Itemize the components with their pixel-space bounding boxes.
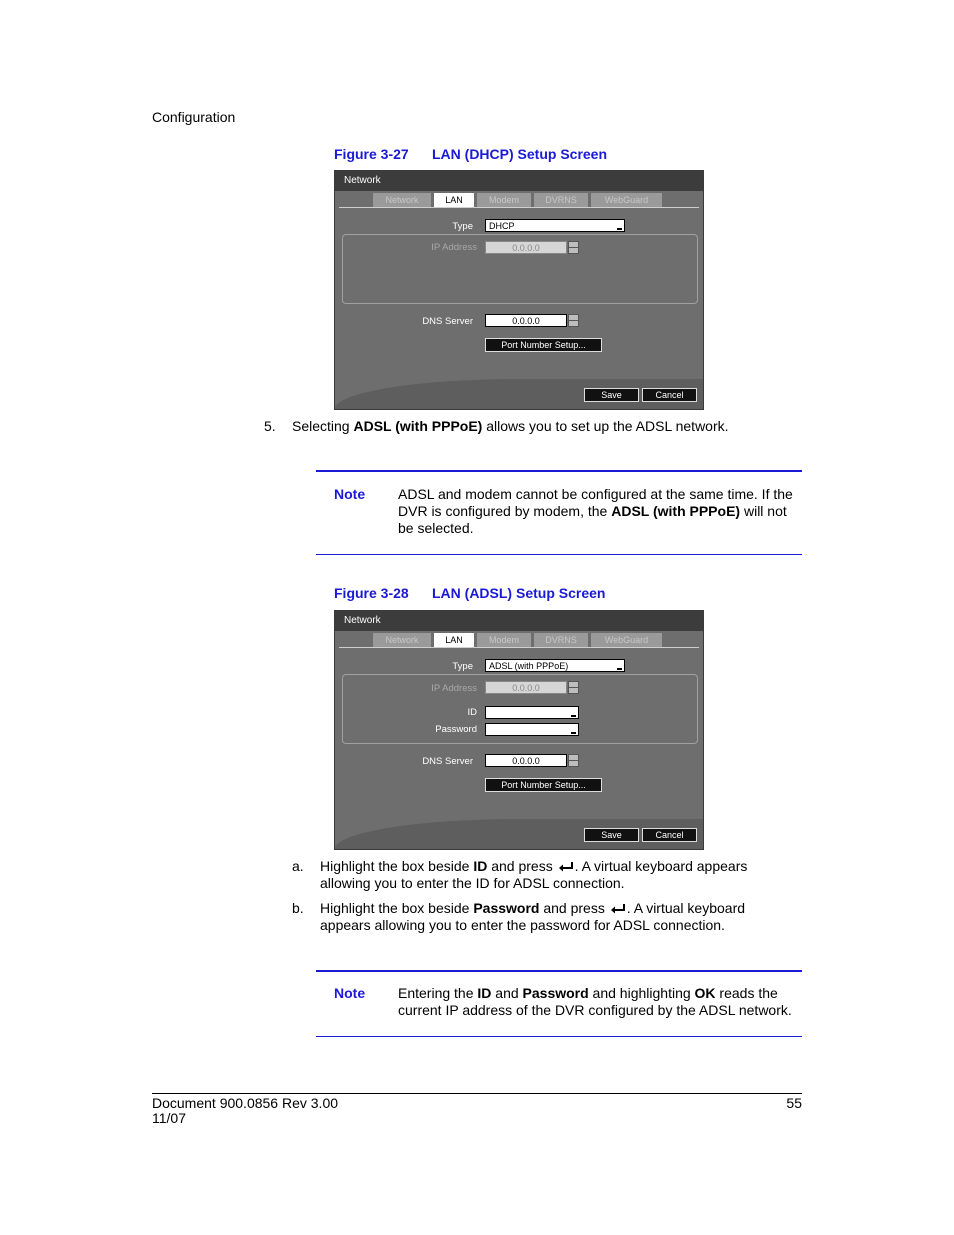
footer-rule: [152, 1093, 802, 1094]
keyboard-marker-icon: [571, 732, 576, 734]
enter-key-icon: [609, 902, 627, 916]
note-text: [398, 985, 802, 1019]
note-bold: ADSL (with PPPoE): [611, 503, 741, 519]
step-letter: b.: [292, 900, 304, 916]
tab-modem[interactable]: Modem: [477, 633, 531, 647]
ip-address-label: IP Address: [431, 242, 477, 253]
ip-address-label: IP Address: [431, 683, 477, 694]
password-label: Password: [435, 724, 477, 735]
note-label: Note: [334, 486, 366, 502]
tab-webguard[interactable]: WebGuard: [591, 633, 662, 647]
window-title: Network: [335, 611, 703, 631]
ip-address-field[interactable]: 0.0.0.0: [485, 681, 567, 694]
step-b-text: [320, 900, 780, 934]
step-5-text: [292, 418, 802, 435]
step-text: Highlight the box beside: [320, 858, 474, 874]
note-text-part: Entering the: [398, 985, 478, 1001]
figure-caption-number: Figure 3-28: [334, 585, 409, 601]
save-button[interactable]: Save: [584, 388, 639, 402]
lan-adsl-setup-screen: [334, 610, 704, 850]
step-letter: a.: [292, 858, 304, 874]
dns-server-field[interactable]: 0.0.0.0: [485, 314, 567, 327]
dns-server-field[interactable]: 0.0.0.0: [485, 754, 567, 767]
note-bold: ID: [477, 985, 492, 1001]
ip-address-spinner[interactable]: [568, 681, 579, 694]
type-value: DHCP: [489, 221, 515, 231]
note-top-rule: [316, 470, 802, 472]
save-button[interactable]: Save: [584, 828, 639, 842]
note-bold: Password: [522, 985, 589, 1001]
step-text: Highlight the box beside: [320, 900, 474, 916]
figure-caption-title: LAN (ADSL) Setup Screen: [432, 585, 606, 601]
step-text: and press: [539, 900, 609, 916]
password-field[interactable]: [485, 723, 579, 736]
dropdown-arrow-icon: [617, 228, 622, 230]
keyboard-marker-icon: [571, 715, 576, 717]
dns-server-label: DNS Server: [422, 756, 473, 767]
cancel-button[interactable]: Cancel: [642, 828, 697, 842]
running-header: Configuration: [152, 109, 236, 125]
tab-divider: [339, 647, 699, 648]
note-text-part: will not be selected.: [398, 503, 787, 536]
enter-key-icon: [557, 860, 575, 874]
lan-dhcp-setup-screen: [334, 170, 704, 410]
step-text: and press: [487, 858, 557, 874]
note-bottom-rule: [316, 554, 802, 555]
note-label: Note: [334, 985, 366, 1001]
step-a-text: [320, 858, 790, 892]
dns-server-label: DNS Server: [422, 316, 473, 327]
figure-caption-number: Figure 3-27: [334, 146, 409, 162]
cancel-button[interactable]: Cancel: [642, 388, 697, 402]
step-text: . A virtual keyboard appears allowing you to enter the password for ADSL connection.: [320, 900, 746, 933]
type-label: Type: [452, 661, 473, 672]
note-text-part: ADSL and modem cannot be configured at the same time. If the DVR is configured by modem, the: [398, 486, 793, 519]
id-label: ID: [467, 707, 477, 718]
type-value: ADSL (with PPPoE): [489, 661, 569, 671]
type-dropdown[interactable]: [485, 219, 625, 232]
step-text: Selecting: [292, 418, 354, 434]
footer-date: 11/07: [152, 1110, 186, 1126]
note-bold: OK: [694, 985, 716, 1001]
dns-server-spinner[interactable]: [568, 754, 579, 767]
type-label: Type: [452, 221, 473, 232]
tab-network[interactable]: Network: [373, 193, 431, 207]
note-bottom-rule: [316, 1036, 802, 1037]
step-bold: ADSL (with PPPoE): [353, 418, 483, 434]
tab-lan[interactable]: LAN: [434, 193, 474, 207]
note-text-part: and highlighting: [588, 985, 695, 1001]
note-top-rule: [316, 970, 802, 972]
note-text-part: reads the current IP address of the DVR configured by the ADSL network.: [398, 985, 792, 1018]
tab-network[interactable]: Network: [373, 633, 431, 647]
id-field[interactable]: [485, 706, 579, 719]
dns-server-spinner[interactable]: [568, 314, 579, 327]
note-text-part: and: [491, 985, 523, 1001]
footer-document-id: Document 900.0856 Rev 3.00: [152, 1095, 339, 1111]
ip-address-field[interactable]: 0.0.0.0: [485, 241, 567, 254]
step-bold: Password: [473, 900, 540, 916]
step-text: allows you to set up the ADSL network.: [482, 418, 729, 434]
dropdown-arrow-icon: [617, 668, 622, 670]
port-number-setup-button[interactable]: Port Number Setup...: [485, 338, 602, 352]
tab-modem[interactable]: Modem: [477, 193, 531, 207]
note-text: [398, 486, 802, 537]
tab-dvrns[interactable]: DVRNS: [534, 633, 588, 647]
step-number: 5.: [264, 418, 276, 434]
step-text: . A virtual keyboard appears allowing you to enter the ID for ADSL connection.: [320, 858, 748, 891]
window-title: Network: [335, 171, 703, 191]
tab-lan[interactable]: LAN: [434, 633, 474, 647]
tab-dvrns[interactable]: DVRNS: [534, 193, 588, 207]
step-bold: ID: [473, 858, 488, 874]
tab-webguard[interactable]: WebGuard: [591, 193, 662, 207]
tab-divider: [339, 207, 699, 208]
figure-caption-title: LAN (DHCP) Setup Screen: [432, 146, 608, 162]
ip-address-spinner[interactable]: [568, 241, 579, 254]
port-number-setup-button[interactable]: Port Number Setup...: [485, 778, 602, 792]
page-number: 55: [786, 1095, 802, 1111]
type-dropdown[interactable]: [485, 659, 625, 672]
